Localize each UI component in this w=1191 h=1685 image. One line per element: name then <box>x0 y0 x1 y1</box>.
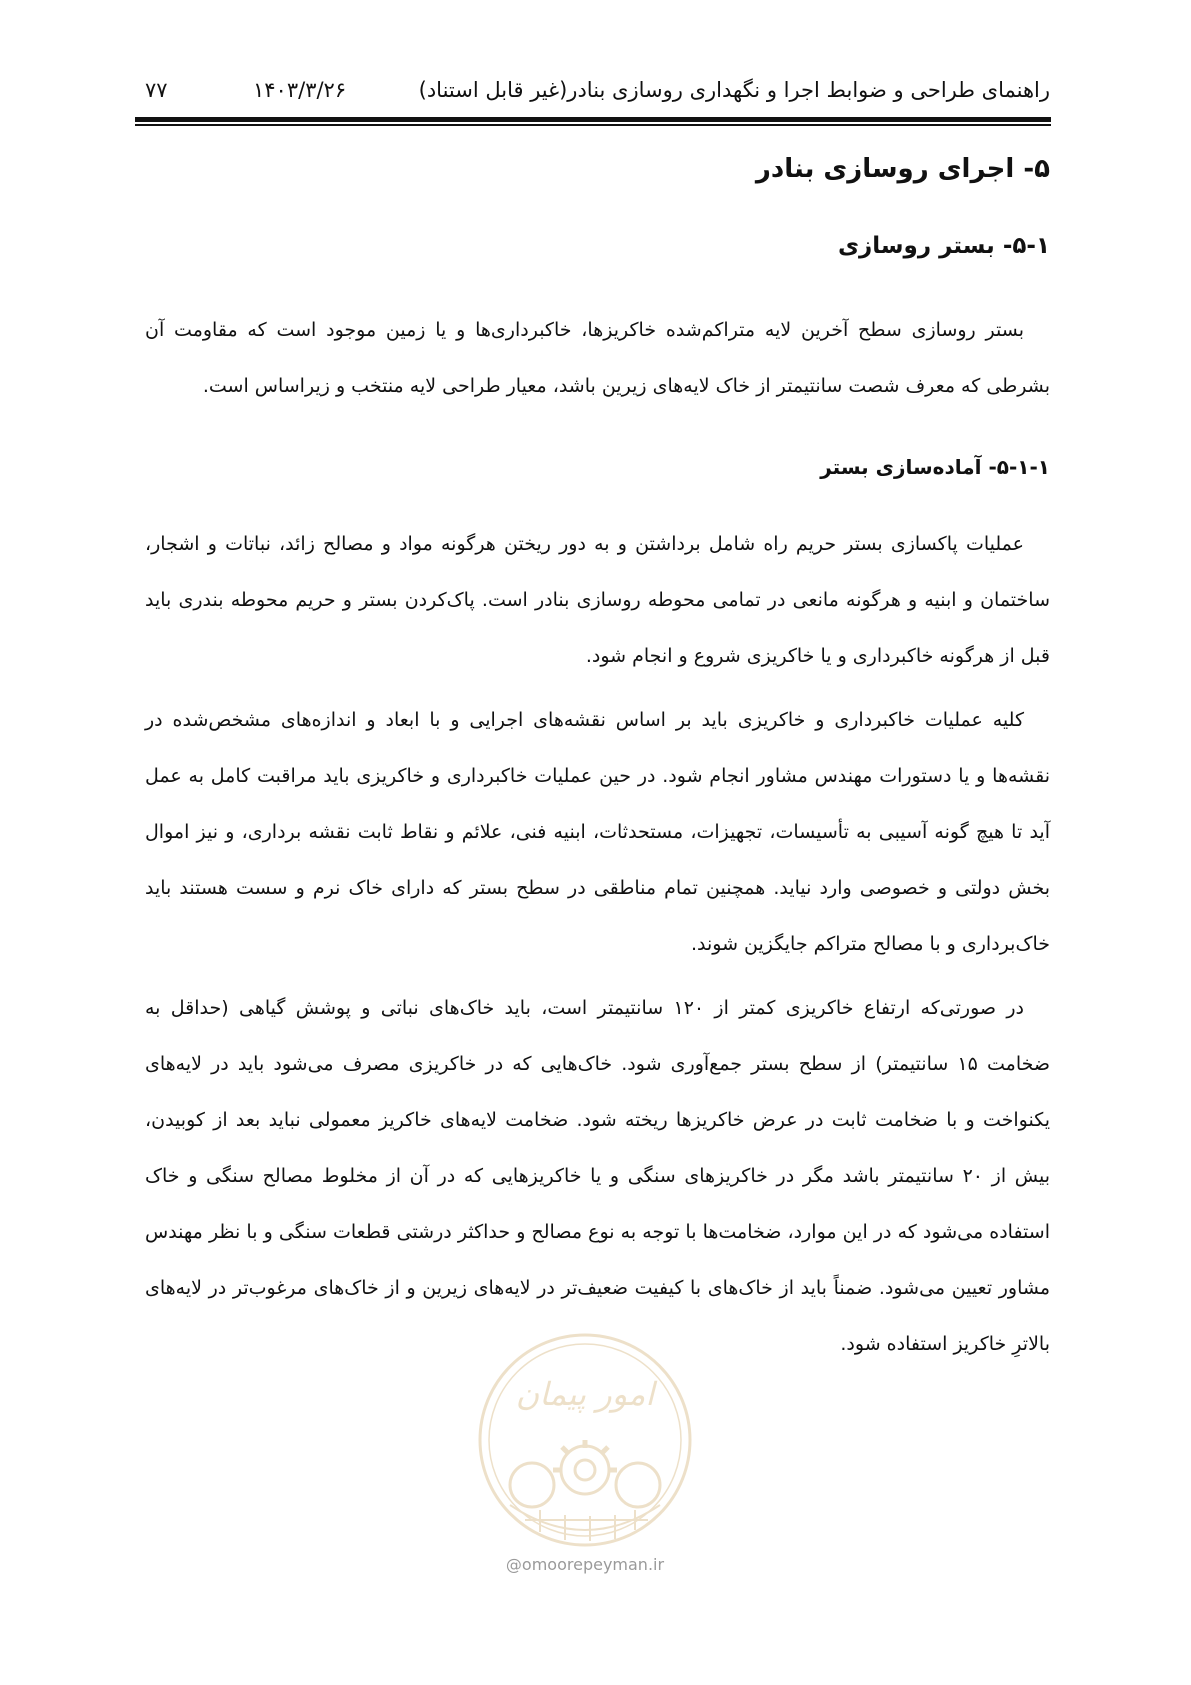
page-number: ۷۷ <box>145 78 168 102</box>
paragraph-clearing: عملیات پاکسازی بستر حریم راه شامل برداشتن و به دور ریختن هرگونه مواد و مصالح زائد، نباتات و اشجار، ساختمان و ابنیه و هرگونه مانعی در تمامی محوطه روسازی بنادر است. پاک‌کردن بستر و حریم محوطه بندری باید قبل از هرگونه خاکبرداری و یا خاکریزی شروع و انجام شود. <box>145 533 1050 667</box>
running-header <box>145 70 1050 110</box>
subsection-heading: ۵-۱- بستر روسازی <box>837 233 1050 259</box>
paragraph-excavation: کلیه عملیات خاکبرداری و خاکریزی باید بر اساس نقشه‌های اجرایی و با ابعاد و اندازه‌های مشخص‌شده در نقشه‌ها و یا دستورات مهندس مشاور انجام شود. در حین عملیات خاکبرداری و خاکریزی باید مراقبت کامل به عمل آید تا هیچ گونه آسیبی به تأسیسات، تجهیزات، مستحدثات، ابنیه فنی، علائم و نقاط ثابت نقشه برداری، و نیز اموال بخش دولتی و خصوصی وارد نیاید. همچنین تمام مناطقی در سطح بستر که دارای خاک نرم و سست هستند باید خاک‌برداری و با مصالح متراکم جایگزین شوند. <box>145 709 1050 955</box>
watermark-logo <box>470 1320 700 1560</box>
section-heading: ۵- اجرای روسازی بنادر <box>755 154 1050 184</box>
subsection-paragraph: بستر روسازی سطح آخرین لایه متراکم‌شده خاکریزها، خاکبرداری‌ها و یا زمین موجود است که مقاومت آن بشرطی که معرف شصت سانتیمتر از خاک لایه‌های زیرین باشد، معیار طراحی لایه منتخب و زیراساس است. <box>145 319 1050 397</box>
subsubsection-heading: ۵-۱-۱- آماده‌سازی بستر <box>820 455 1050 479</box>
paragraph-fill-layers: در صورتی‌که ارتفاع خاکریزی کمتر از ۱۲۰ سانتیمتر است، باید خاک‌های نباتی و پوشش گیاهی (حداقل به ضخامت ۱۵ سانتیمتر) از سطح بستر جمع‌آوری شود. خاک‌هایی که در خاکریزی مصرف می‌شود باید در لایه‌های یکنواخت و با ضخامت ثابت در عرض خاکریزها ریخته شود. ضخامت لایه‌های خاکریز معمولی نباید بعد از کوبیدن، بیش از ۲۰ سانتیمتر باشد مگر در خاکریزهای سنگی و یا خاکریزهایی که در آن از مخلوط مصالح سنگی و خاک استفاده می‌شود که در این موارد، ضخامت‌ها با توجه به نوع مصالح و حداکثر درشتی قطعات سنگی و با نظر مهندس مشاور تعیین می‌شود. ضمناً باید از خاک‌های با کیفیت ضعیف‌تر در لایه‌های زیرین و از خاک‌های مرغوب‌تر در لایه‌های بالاترِ خاکریز استفاده شود. <box>145 997 1050 1355</box>
page-body <box>145 150 1050 1372</box>
header-rule-thin <box>135 124 1051 126</box>
header-title: راهنمای طراحی و ضوابط اجرا و نگهداری روسازی بنادر(غیر قابل استناد) <box>418 78 1050 102</box>
header-date: ۱۴۰۳/۳/۲۶ <box>253 78 347 102</box>
header-rule-thick <box>135 117 1051 122</box>
watermark-logo-text: امور پیمان <box>515 1375 655 1413</box>
watermark-site: @omoorepeyman.ir <box>505 1555 665 1574</box>
